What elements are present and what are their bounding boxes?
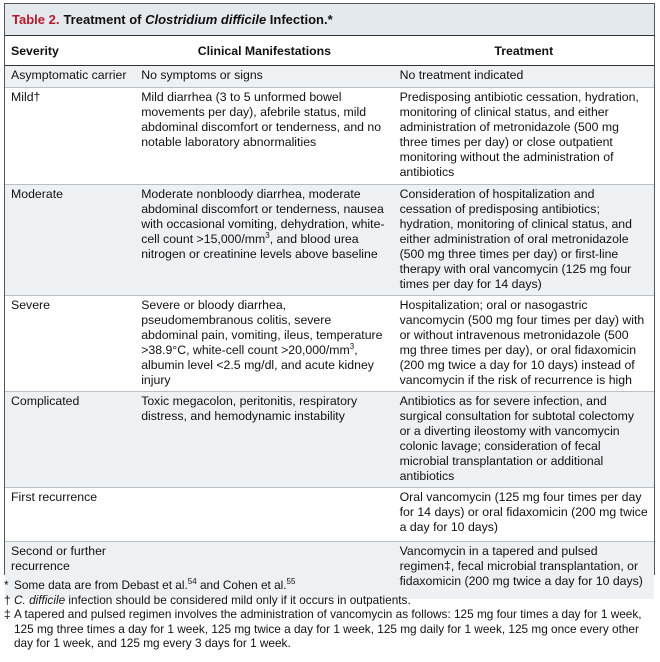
severity-cell: Severe — [5, 296, 135, 392]
table-row — [5, 392, 654, 488]
severity-cell: Mild† — [5, 88, 135, 185]
treatment-table — [5, 36, 654, 599]
table-label: Table 2. — [12, 12, 60, 27]
treatment-cell: No treatment indicated — [394, 66, 654, 88]
table-row — [5, 488, 654, 542]
treatment-cell: Oral vancomycin (125 mg four times per day for 14 days) or oral fidaxomicin (200 mg twice a day for 10 days) — [394, 488, 654, 542]
severity-cell: Moderate — [5, 185, 135, 296]
severity-cell: Complicated — [5, 392, 135, 488]
severity-cell: Asymptomatic carrier — [5, 66, 135, 88]
header-treatment: Treatment — [394, 36, 654, 66]
severity-cell: Second or further recurrence — [5, 542, 135, 600]
manifestations-cell: Moderate nonbloody diarrhea, moderate abdominal discomfort or tenderness, nausea with occasional vomiting, dehydration, white-cell count $>15,000/mm^3$, and blood urea nitrogen or creatinine levels above baseline — [135, 185, 393, 296]
treatment-cell: Hospitalization; oral or nasogastric vancomycin (500 mg four times per day) with or without intravenous metronidazole (500 mg three times per day), or oral fidaxomicin (200 mg twice a day for 10 days) instead of vancomycin if the risk of recurrence is high — [394, 296, 654, 392]
table-title-text: Treatment of Clostridium difficile Infection.* — [63, 12, 333, 27]
table-row — [5, 88, 654, 185]
manifestations-cell — [135, 488, 393, 542]
table-row — [5, 185, 654, 296]
table-row — [5, 66, 654, 88]
footnote-dagger: † C. difficile infection should be considered mild only if it occurs in outpatients. — [4, 592, 411, 607]
header-severity: Severity — [5, 36, 135, 66]
severity-cell: First recurrence — [5, 488, 135, 542]
manifestations-cell: Toxic megacolon, peritonitis, respiratory distress, and hemodynamic instability — [135, 392, 393, 488]
footnote-star: * Some data are from Debast et al.$^{54}$ and Cohen et al.$^{55}$ — [4, 577, 296, 592]
manifestations-cell: Severe or bloody diarrhea, pseudomembranous colitis, severe abdominal pain, vomiting, ileus, temperature >38.9°C, white-cell count $>20,000/mm^3$, albumin level <2.5 mg/dl, and acute kidney injury — [135, 296, 393, 392]
treatment-cell: Predisposing antibiotic cessation, hydration, monitoring of clinical status, and either administration of metronidazole (500 mg three times per day) or close outpatient monitoring without the administration of antibiotics — [394, 88, 654, 185]
treatment-cell: Consideration of hospitalization and cessation of predisposing antibiotics; hydration, monitoring of clinical status, and either administration of oral metronidazole (500 mg three times per day) or first-line therapy with oral vancomycin (125 mg four times per day for 14 days) — [394, 185, 654, 296]
manifestations-cell: Mild diarrhea (3 to 5 unformed bowel movements per day), afebrile status, mild abdominal discomfort or tenderness, and no notable laboratory abnormalities — [135, 88, 393, 185]
manifestations-cell: No symptoms or signs — [135, 66, 393, 88]
header-row — [5, 36, 654, 66]
treatment-cell: Vancomycin in a tapered and pulsed regimen‡, fecal microbial transplantation, or fidaxomicin (200 mg twice a day for 10 days) — [394, 542, 654, 600]
footnotes — [4, 578, 656, 651]
footnote-double-dagger: ‡ A tapered and pulsed regimen involves the administration of vancomycin as follows: 125 mg four times a day for 1 week, 125 mg three times a day for 1 week, 125 mg twice a day for 1 week, 125 mg daily for 1 week, 125 mg once every other day for 1 week, and 125 mg every 3 days for 1 week. — [4, 607, 642, 650]
table-row — [5, 296, 654, 392]
treatment-cell: Antibiotics as for severe infection, and surgical consultation for subtotal colectomy or a diverting ileostomy with vancomycin colonic lavage; consideration of fecal microbial transplantation or additional antibiotics — [394, 392, 654, 488]
header-manifestations: Clinical Manifestations — [135, 36, 393, 66]
table-title — [5, 4, 654, 36]
